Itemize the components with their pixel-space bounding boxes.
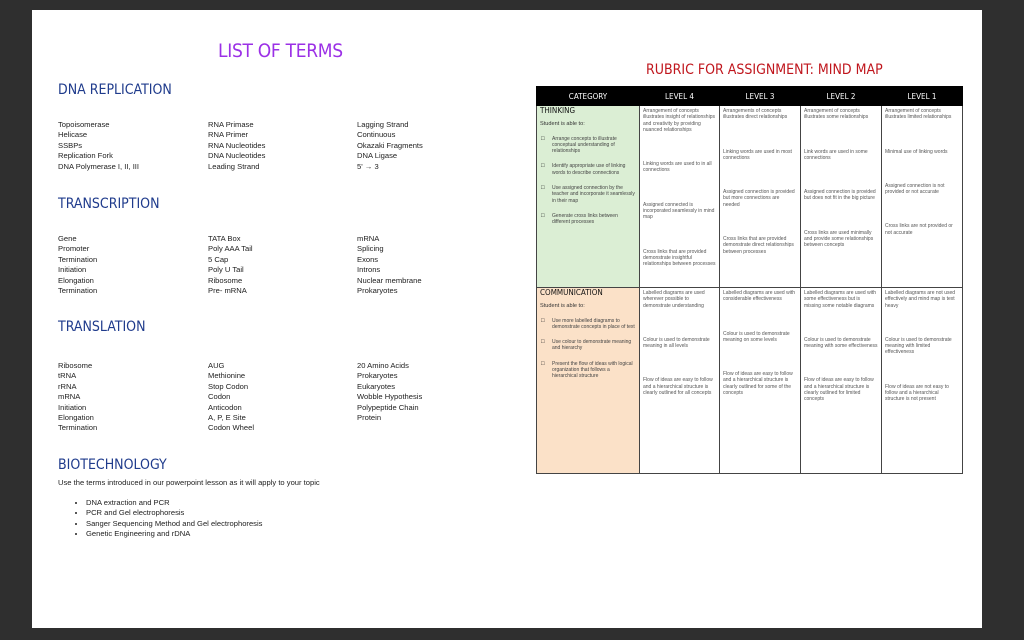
level-descriptor: Assigned connection is provided but does not fit in the big picture <box>804 189 876 202</box>
term-item: Termination <box>58 423 98 433</box>
term-column <box>357 120 423 172</box>
term-item: Stop Codon <box>208 381 249 391</box>
term-item: Pre- mRNA <box>208 286 247 296</box>
term-item: Initiation <box>58 265 87 275</box>
term-item: mRNA <box>357 234 380 243</box>
term-item: A, P, E Site <box>208 413 246 423</box>
list-item: • Genetic Engineering and rDNA <box>86 529 262 539</box>
level-cell <box>801 106 882 288</box>
term-item: tRNA <box>58 371 77 381</box>
term-item: 20 Amino Acids <box>357 361 409 370</box>
term-item: Exons <box>357 254 379 264</box>
header-level-2: LEVEL 2 <box>801 87 882 106</box>
term-item: Topoisomerase <box>58 120 110 129</box>
term-item: DNA Ligase <box>357 151 398 161</box>
term-column <box>208 120 265 172</box>
term-column <box>58 361 97 434</box>
level-descriptor: Colour is used to demonstrate meaning in all levels <box>643 336 710 350</box>
term-item: SSBPs <box>58 140 83 150</box>
level-cell <box>640 288 720 474</box>
term-item: AUG <box>208 361 225 370</box>
rubric-row-thinking <box>537 106 963 288</box>
term-item: Polypeptide Chain <box>357 402 419 412</box>
header-level-4: LEVEL 4 <box>640 87 720 106</box>
term-item: RNA Nucleotides <box>208 140 266 150</box>
list-item: • Sanger Sequencing Method and Gel electrophoresis <box>86 519 262 529</box>
list-item: □ Present the flow of ideas with logical organization that follows a hierarchical structure <box>552 361 636 380</box>
term-item: RNA Primer <box>208 130 249 140</box>
term-column <box>357 234 422 296</box>
term-column <box>208 361 254 434</box>
level-descriptor: Assigned connection is provided but more connections are needed <box>723 189 795 208</box>
term-item: Splicing <box>357 244 384 254</box>
term-item: Initiation <box>58 402 87 412</box>
header-category: CATEGORY <box>537 87 640 106</box>
term-item: Leading Strand <box>208 161 260 171</box>
level-descriptor: Linking words are used in most connections <box>723 148 792 161</box>
category-lead: Student is able to: <box>540 303 585 310</box>
level-descriptor: Flow of ideas are easy to follow and a hierarchical structure is clearly outlined for limited concepts <box>804 377 874 403</box>
term-item: Wobble Hypothesis <box>357 392 423 402</box>
level-descriptor: Flow of ideas are not easy to follow and a hierarchical structure is not present <box>885 383 949 403</box>
term-item: Prokaryotes <box>357 286 398 296</box>
page-title: LIST OF TERMS <box>218 40 343 62</box>
list-item: □ Identify appropriate use of linking words to describe connections <box>552 163 636 176</box>
level-descriptor: Arrangement of concepts illustrates insight of relationships and creativity by providing nuanced relationships <box>643 108 715 133</box>
term-item: Ribosome <box>208 275 243 285</box>
level-descriptor: Colour is used to demonstrate meaning with limited effectiveness <box>885 336 952 356</box>
term-item: Okazaki Fragments <box>357 140 423 150</box>
level-descriptor: Labelled diagrams are used with some effectiveness but is missing some notable diagrams <box>804 290 876 309</box>
term-item: Codon Wheel <box>208 423 255 433</box>
objective-list <box>540 318 636 380</box>
term-item: Codon <box>208 392 231 402</box>
section-heading-transcription: TRANSCRIPTION <box>58 196 160 212</box>
term-item: DNA Polymerase I, II, III <box>58 161 140 171</box>
category-cell-communication <box>537 288 640 474</box>
term-item: Nuclear membrane <box>357 275 422 285</box>
list-item: • DNA extraction and PCR <box>86 498 262 508</box>
rubric-title: RUBRIC FOR ASSIGNMENT: MIND MAP <box>646 62 883 78</box>
rubric-row-communication <box>537 288 963 474</box>
biotechnology-note: Use the terms introduced in our powerpoint lesson as it will apply to your topic <box>58 478 320 487</box>
list-item: • PCR and Gel electrophoresis <box>86 508 262 518</box>
objective-list <box>540 136 636 226</box>
term-column <box>58 120 139 172</box>
level-cell <box>801 288 882 474</box>
term-item: Elongation <box>58 275 94 285</box>
level-descriptor: Colour is used to demonstrate meaning on some levels <box>723 330 790 343</box>
term-item: Promoter <box>58 244 90 254</box>
term-column <box>357 361 422 423</box>
level-descriptor: Arrangement of concepts illustrates some relationships <box>804 108 869 121</box>
list-item: □ Use colour to demonstrate meaning and hierarchy <box>552 339 636 352</box>
document-page <box>32 10 982 628</box>
level-descriptor: Flow of ideas are easy to follow and a hierarchical structure is clearly outlined for some of the concepts <box>723 371 793 397</box>
term-item: 5' → 3 <box>357 161 379 171</box>
section-heading-translation: TRANSLATION <box>58 319 146 335</box>
term-item: Elongation <box>58 413 94 423</box>
header-level-1: LEVEL 1 <box>882 87 963 106</box>
term-item: Poly U Tail <box>208 265 244 275</box>
category-name: COMMUNICATION <box>540 288 603 297</box>
level-descriptor: Assigned connected is incorporated seamlessly in mind map <box>643 201 715 221</box>
list-item: □ Generate cross links between different processes <box>552 213 636 226</box>
section-heading-dna-replication: DNA REPLICATION <box>58 82 172 98</box>
term-item: Lagging Strand <box>357 120 409 129</box>
term-item: 5 Cap <box>208 254 229 264</box>
level-descriptor: Arrangements of concepts illustrates direct relationships <box>723 108 788 121</box>
level-descriptor: Colour is used to demonstrate meaning with some effectiveness <box>804 336 878 350</box>
level-descriptor: Assigned connection is not provided or not accurate <box>885 182 945 196</box>
biotechnology-list <box>58 498 262 540</box>
level-descriptor: Flow of ideas are easy to follow and a hierarchical structure is clearly outlined for all concepts <box>643 377 713 397</box>
term-item: Gene <box>58 234 77 243</box>
category-cell-thinking <box>537 106 640 288</box>
term-item: Prokaryotes <box>357 371 398 381</box>
term-item: Termination <box>58 286 98 296</box>
term-item: Protein <box>357 413 382 423</box>
category-lead: Student is able to: <box>540 121 585 128</box>
list-item: □ Use more labelled diagrams to demonstrate concepts in place of text <box>552 318 636 331</box>
term-item: DNA Nucleotides <box>208 151 266 161</box>
level-cell <box>720 106 801 288</box>
level-cell <box>882 288 963 474</box>
term-item: Anticodon <box>208 402 242 412</box>
level-descriptor: Arrangement of concepts illustrates limited relationships <box>885 108 952 121</box>
term-column <box>208 234 253 296</box>
term-item: Continuous <box>357 130 396 140</box>
rubric-header-row <box>537 87 963 106</box>
level-descriptor: Cross links that are provided demonstrate insightful relationships between processes <box>643 248 716 268</box>
term-item: Eukaryotes <box>357 381 395 391</box>
level-descriptor: Link words are used in some connections <box>804 148 868 161</box>
level-descriptor: Labelled diagrams are not used effectively and mind map is text heavy <box>885 290 956 309</box>
term-item: rRNA <box>58 381 77 391</box>
term-item: Termination <box>58 254 98 264</box>
term-item: Methionine <box>208 371 246 381</box>
level-descriptor: Minimal use of linking words <box>885 148 948 155</box>
level-descriptor: Labelled diagrams are used with considerable effectiveness <box>723 290 795 303</box>
term-item: Introns <box>357 265 381 275</box>
term-item: Ribosome <box>58 361 93 370</box>
level-descriptor: Cross links that are provided demonstrate direct relationships between processes <box>723 236 794 255</box>
level-cell <box>882 106 963 288</box>
term-item: TATA Box <box>208 234 241 243</box>
category-name: THINKING <box>540 106 576 115</box>
term-item: Helicase <box>58 130 88 140</box>
term-item: mRNA <box>58 392 81 402</box>
level-descriptor: Cross links are not provided or not accurate <box>885 223 953 236</box>
rubric-table <box>536 86 963 474</box>
level-descriptor: Linking words are used to in all connections <box>643 161 712 174</box>
section-heading-biotechnology: BIOTECHNOLOGY <box>58 457 167 473</box>
list-item: □ Arrange concepts to illustrate conceptual understanding of relationships <box>552 136 636 155</box>
term-item: RNA Primase <box>208 120 254 129</box>
term-column <box>58 234 97 296</box>
level-cell <box>720 288 801 474</box>
header-level-3: LEVEL 3 <box>720 87 801 106</box>
level-descriptor: Labelled diagrams are used wherever possible to demonstrate understanding <box>643 290 705 309</box>
list-item: □ Use assigned connection by the teacher and incorporate it seamlessly in their map <box>552 185 636 204</box>
level-descriptor: Cross links are used minimally and provide some relationships between concepts <box>804 229 874 249</box>
term-item: Replication Fork <box>58 151 113 161</box>
level-cell <box>640 106 720 288</box>
term-item: Poly AAA Tail <box>208 244 253 254</box>
